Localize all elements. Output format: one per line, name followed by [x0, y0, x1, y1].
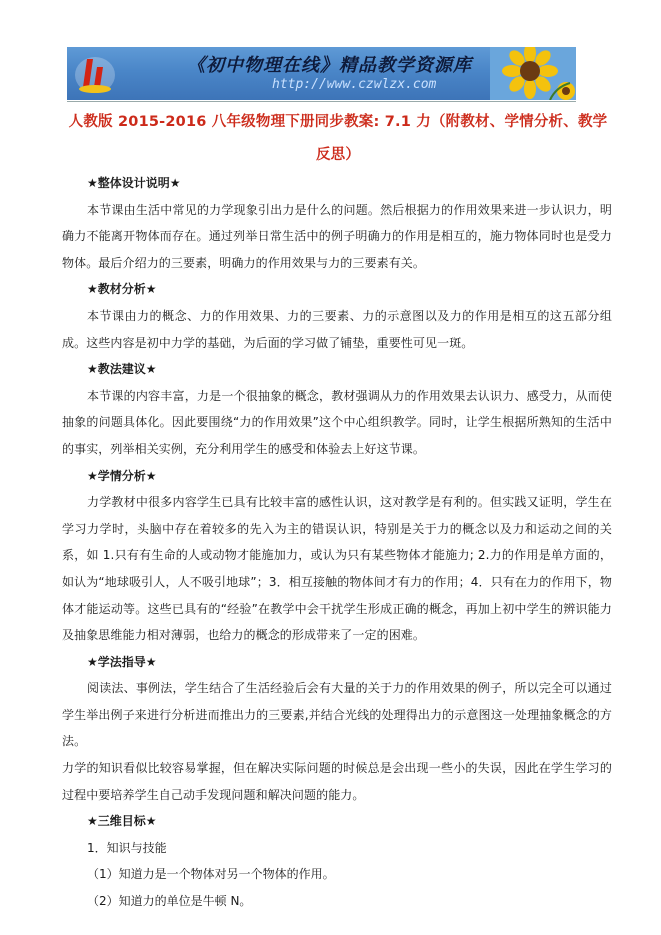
- list-item: （1）知道力是一个物体对另一个物体的作用。: [87, 867, 335, 882]
- logo-icon: [73, 53, 117, 95]
- section-paragraph: 力学的知识看似比较容易掌握，但在解决实际问题的时候总是会出现一些小的失误，因此在学生学习的过程中要培养学生自己动手发现问题和解决问题的能力。: [62, 761, 612, 802]
- section-paragraph: 阅读法、事例法，学生结合了生活经验后会有大量的关于力的作用效果的例子，所以完全可以通过学生举出例子来进行分析进而推出力的三要素,并结合光线的处理得出力的示意图这一处理抽象概念的方法。: [62, 681, 612, 749]
- banner-title: 《初中物理在线》精品教学资源库: [187, 55, 472, 76]
- section-paragraph: 本节课由力的概念、力的作用效果、力的三要素、力的示意图以及力的作用是相互的这五部分组成。这些内容是初中力学的基础，为后面的学习做了铺垫，重要性可见一斑。: [62, 308, 612, 350]
- section-heading: ★三维目标★: [87, 814, 157, 829]
- sunflower-icon: [490, 47, 576, 100]
- document-body: [62, 170, 612, 915]
- section-heading: ★教材分析★: [87, 282, 157, 297]
- section-paragraph: 本节课的内容丰富，力是一个很抽象的概念，教材强调从力的作用效果去认识力、感受力，从而使抽象的问题具体化。因此要围绕“力的作用效果”这个中心组织教学。同时，让学生根据所熟知的生活中的事实，列举相关实例，充分利用学生的感受和体验去上好这节课。: [62, 388, 612, 456]
- header-banner: [67, 47, 576, 100]
- section-heading: ★整体设计说明★: [87, 176, 181, 190]
- section-heading: ★教法建议★: [87, 362, 157, 377]
- list-item: 1．知识与技能: [87, 840, 167, 855]
- list-item: （2）知道力的单位是牛顿 N。: [87, 894, 252, 909]
- document-title: 人教版 2015-2016 八年级物理下册同步教案: 7.1 力（附教材、学情分析、教学反思）: [68, 114, 608, 163]
- section-heading: ★学情分析★: [87, 468, 157, 483]
- section-heading: ★学法指导★: [87, 654, 157, 669]
- section-paragraph: 本节课由生活中常见的力学现象引出力是什么的问题。然后根据力的作用效果来进一步认识力，明确力不能离开物体而存在。通过列举日常生活中的例子明确力的作用是相互的，施力物体同时也是受力物体。最后介绍力的三要素，明确力的作用效果与力的三要素有关。: [62, 202, 612, 270]
- banner-url: http://www.czwlzx.com: [272, 77, 437, 92]
- section-paragraph: 力学教材中很多内容学生已具有比较丰富的感性认识，这对教学是有利的。但实践又证明，学生在学习力学时，头脑中存在着较多的先入为主的错误认识，特别是关于力的概念以及力和运动之间的关系，如 1.只有有生命的人或动物才能施加力，或认为只有某些物体才能施力; 2.力的作用是单方面的，如认为“地球吸引人，人不吸引地球”；3．相互接触的物体间才有力的作用；4．只有在力的作用下，物体才能运动等。这些已具有的“经验”在教学中会干扰学生形成正确的概念，再加上初中学生的辨识能力及抽象思维能力相对薄弱，也给力的概念的形成带来了一定的困难。: [62, 495, 612, 643]
- header-divider: [67, 101, 576, 102]
